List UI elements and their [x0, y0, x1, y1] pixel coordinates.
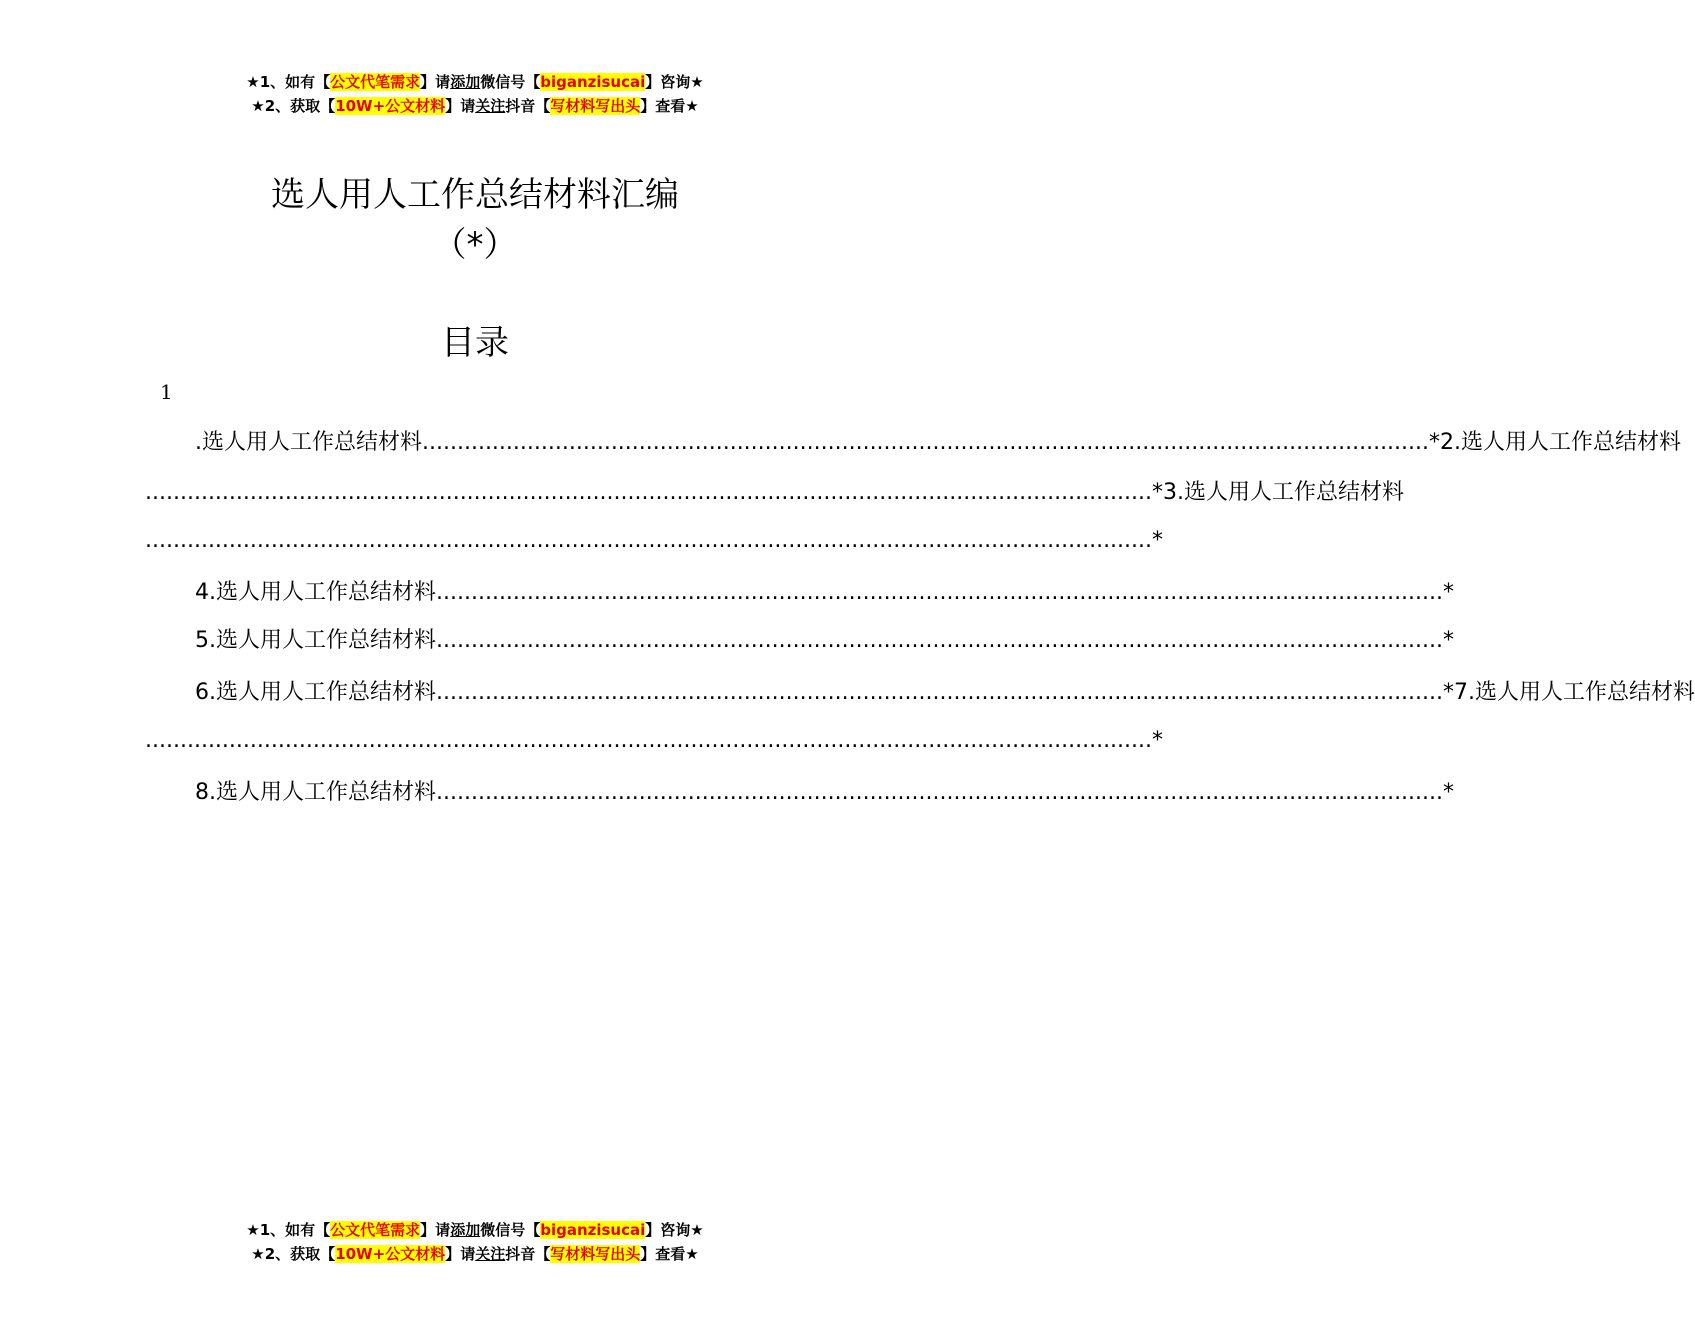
- toc-item-7: *7.选人用人工作总结材料: [1443, 680, 1695, 705]
- toc-leader: [422, 428, 1429, 458]
- toc-item-8: 8.选人用人工作总结材料: [195, 780, 436, 805]
- toc-leader: [436, 578, 1443, 608]
- document-title: 选人用人工作总结材料汇编: [271, 175, 679, 215]
- toc-line-4: [145, 578, 1455, 608]
- toc-leader: [145, 526, 1152, 556]
- banner-line-1: ★1、如有【公文代笔需求】请添加微信号【biganzisucai】咨询★: [246, 1221, 704, 1239]
- toc-leader: [145, 478, 1152, 508]
- toc-page-ref: *: [1443, 580, 1455, 605]
- top-banner: [0, 70, 950, 118]
- toc-item-5: 5.选人用人工作总结材料: [195, 628, 436, 653]
- toc-item-3: *3.选人用人工作总结材料: [1152, 480, 1405, 505]
- highlight-wechat-id: biganzisucai: [540, 1221, 646, 1239]
- highlight-materials: 10W+公文材料: [335, 97, 446, 115]
- toc-leader: [145, 726, 1152, 756]
- toc-item-2: *2.选人用人工作总结材料: [1429, 430, 1682, 455]
- toc-item-4: 4.选人用人工作总结材料: [195, 580, 436, 605]
- toc-page-ref: *: [1152, 528, 1164, 553]
- highlight-materials: 10W+公文材料: [335, 1245, 446, 1263]
- toc-page-ref: *: [1152, 728, 1164, 753]
- toc-heading: 目录: [441, 323, 509, 363]
- highlight-ghostwriting: 公文代笔需求: [330, 73, 421, 91]
- toc-leader: [436, 626, 1443, 656]
- toc-page-ref: *: [1443, 780, 1455, 805]
- highlight-douyin: 写材料写出头: [550, 1245, 641, 1263]
- highlight-wechat-id: biganzisucai: [540, 73, 646, 91]
- banner-line-2: ★2、获取【10W+公文材料】请关注抖音【写材料写出头】查看★: [251, 1245, 699, 1263]
- toc-line-1: [145, 428, 1682, 458]
- toc-item-6: 6.选人用人工作总结材料: [195, 680, 436, 705]
- toc-leader: [436, 778, 1443, 808]
- toc-line-7: [145, 726, 1164, 756]
- banner-line-1: ★1、如有【公文代笔需求】请添加微信号【biganzisucai】咨询★: [246, 73, 704, 91]
- toc-page-ref: *: [1443, 628, 1455, 653]
- toc-item-1: .选人用人工作总结材料: [195, 430, 422, 455]
- highlight-ghostwriting: 公文代笔需求: [330, 1221, 421, 1239]
- toc-leader: [436, 678, 1443, 708]
- toc-line-5: [145, 626, 1455, 656]
- toc-line-3: [145, 526, 1164, 556]
- toc-line-8: [145, 778, 1455, 808]
- banner-line-2: ★2、获取【10W+公文材料】请关注抖音【写材料写出头】查看★: [251, 97, 699, 115]
- page-marker: 1: [160, 380, 173, 404]
- highlight-douyin: 写材料写出头: [550, 97, 641, 115]
- bottom-banner: [0, 1218, 950, 1266]
- toc-line-6: [145, 678, 1695, 708]
- toc-line-2: [145, 478, 1405, 508]
- document-subtitle: （*）: [432, 225, 518, 265]
